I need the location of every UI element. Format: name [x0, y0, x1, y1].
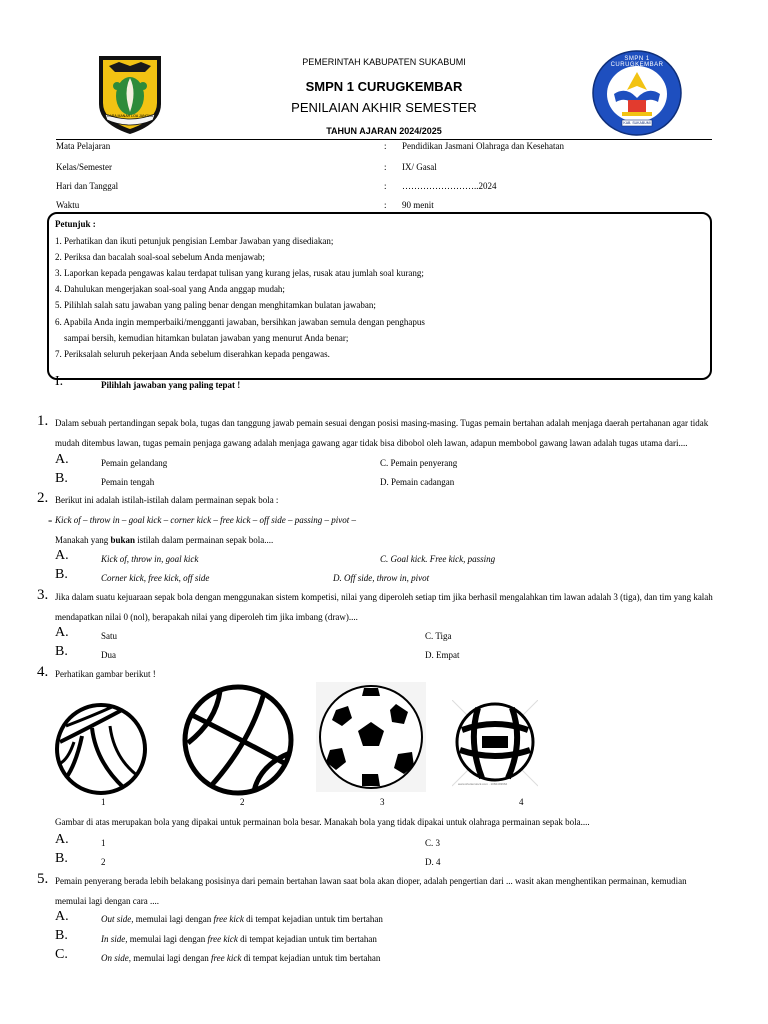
info-label: Mata Pelajaran	[56, 141, 111, 151]
option-b[interactable]: Corner kick, free kick, off side	[101, 573, 210, 583]
term: free kick	[207, 934, 238, 944]
soccer-ball-image	[316, 682, 426, 792]
option-letter: A.	[55, 548, 69, 563]
option-letter: A.	[55, 625, 69, 640]
term: Out side,	[101, 914, 134, 924]
term: On side,	[101, 953, 131, 963]
image-label: 1	[101, 797, 106, 807]
image-label: 4	[519, 797, 524, 807]
sepak-takraw-ball-image	[452, 700, 538, 792]
info-value: Pendidikan Jasmani Olahraga dan Kesehatan	[402, 141, 564, 151]
option-b[interactable]	[101, 934, 377, 944]
option-a[interactable]	[101, 914, 383, 924]
volleyball-image	[52, 702, 150, 796]
option-a[interactable]: Satu	[101, 631, 118, 641]
term: In side,	[101, 934, 128, 944]
text: di tempat kejadian untuk tim bertahan	[243, 914, 383, 924]
instructions-title: Petunjuk :	[55, 219, 96, 229]
info-value: IX/ Gasal	[402, 162, 437, 172]
info-time	[56, 200, 716, 212]
question-text: mendapatkan nilai 0 (nol), berapakah nilai yang diperoleh tim jika imbang (draw)....	[55, 612, 358, 622]
option-letter: A.	[55, 832, 69, 847]
text: memulai lagi dengan	[131, 953, 211, 963]
question-number: 2.	[37, 490, 49, 506]
question-number: 5.	[37, 871, 49, 887]
option-letter: B.	[55, 851, 68, 866]
info-value: 90 menit	[402, 200, 434, 210]
ask-emphasis: bukan	[110, 535, 136, 545]
instruction-item: 3. Laporkan kepada pengawas kalau terdapat tulisan yang kurang jelas, rusak atau jumlah soal kurang;	[55, 268, 424, 278]
option-b[interactable]: Dua	[101, 650, 116, 660]
info-class	[56, 162, 716, 174]
info-subject	[56, 141, 716, 153]
instruction-item: 2. Periksa dan bacalah soal-soal sebelum Anda menjawab;	[55, 252, 265, 262]
basketball-image	[180, 683, 296, 797]
right-logo	[592, 50, 682, 136]
option-b[interactable]: Pemain tengah	[101, 477, 155, 487]
instruction-item: sampai bersih, kemudian hitamkan bulatan jawaban yang menurut Anda benar;	[64, 333, 349, 343]
question-text: Dalam sebuah pertandingan sepak bola, tugas dan tanggung jawab pemain sesuai dengan posisi masing-masing. Tugas pemain bertahan adalah menjaga daerah pertahanan agar tidak	[55, 418, 709, 428]
ask-suffix: istilah dalam permainan sepak bola....	[135, 535, 274, 545]
text: di tempat kejadian untuk tim bertahan	[237, 934, 377, 944]
option-letter: C.	[55, 947, 68, 962]
info-label: Kelas/Semester	[56, 162, 112, 172]
option-letter: A.	[55, 909, 69, 924]
instruction-item: 4. Dahulukan mengerjakan soal-soal yang Anda anggap mudah;	[55, 284, 285, 294]
image-label: 2	[240, 797, 245, 807]
question-text: memulai lagi dengan cara ....	[55, 896, 159, 906]
option-a[interactable]: Pemain gelandang	[101, 458, 168, 468]
info-sep: :	[384, 141, 387, 151]
option-letter: B.	[55, 471, 68, 486]
question-number: 3.	[37, 587, 49, 603]
info-sep: :	[384, 200, 387, 210]
question-text: mudah ditembus lawan, tugas pemain penjaga gawang adalah menjaga gawang agar tidak bisa dibobol oleh lawan, adapun membobol gawang lawan adalah tugas utama dari....	[55, 438, 688, 448]
instruction-item: 7. Periksalah seluruh pekerjaan Anda sebelum diserahkan kepada pengawas.	[55, 349, 330, 359]
question-number: 4.	[37, 664, 49, 680]
info-label: Waktu	[56, 200, 80, 210]
text: memulai lagi dengan	[127, 934, 208, 944]
option-letter: B.	[55, 644, 68, 659]
option-a[interactable]: 1	[101, 838, 106, 848]
option-b[interactable]: 2	[101, 857, 106, 867]
image-watermark: www.shutterstock.com · 1082493962	[458, 782, 508, 786]
question-text: Jika dalam suatu kejuaraan sepak bola dengan menggunakan sistem kompetisi, nilai yang diperoleh setiap tim jika berhasil mengalahkan tim lawan adalah 3 (tiga), dan tim yang kalah	[55, 592, 713, 602]
option-c[interactable]: C. 3	[425, 838, 441, 848]
question-number: 1.	[37, 413, 49, 429]
header-exam: PENILAIAN AKHIR SEMESTER	[291, 100, 477, 115]
question-text: Gambar di atas merupakan bola yang dipakai untuk permainan bola besar. Manakah bola yang tidak dipakai untuk olahraga permainan sepak bola....	[55, 817, 590, 827]
info-date	[56, 181, 716, 193]
option-c[interactable]: C. Goal kick. Free kick, passing	[380, 554, 496, 564]
left-logo-motto: CARA MANAH LOA JANGKA	[107, 114, 153, 118]
option-letter: B.	[55, 567, 68, 582]
info-sep: :	[384, 162, 387, 172]
option-letter: A.	[55, 452, 69, 467]
image-label: 3	[380, 797, 385, 807]
left-logo	[95, 52, 165, 136]
ask-prefix: Manakah yang	[55, 535, 111, 545]
option-c[interactable]: C. Pemain penyerang	[380, 458, 458, 468]
instruction-item: 1. Perhatikan dan ikuti petunjuk pengisian Lembar Jawaban yang disediakan;	[55, 236, 334, 246]
info-sep: :	[384, 181, 387, 191]
option-d[interactable]: D. 4	[425, 857, 441, 867]
option-letter: B.	[55, 928, 68, 943]
option-d[interactable]: D. Empat	[425, 650, 460, 660]
section-number: I.	[55, 374, 64, 389]
option-c[interactable]: C. Tiga	[425, 631, 452, 641]
term: free kick	[213, 914, 244, 924]
option-c[interactable]	[101, 953, 380, 963]
instruction-item: 6. Apabila Anda ingin memperbaiki/mengganti jawaban, bersihkan jawaban semula dengan penghapus	[55, 317, 425, 327]
header-government: PEMERINTAH KABUPATEN SUKABUMI	[302, 57, 466, 67]
question-text: Berikut ini adalah istilah-istilah dalam permainan sepak bola :	[55, 495, 279, 505]
instruction-item: 5. Pilihlah salah satu jawaban yang paling benar dengan menghitamkan bulatan jawaban;	[55, 300, 376, 310]
header-year: TAHUN AJARAN 2024/2025	[326, 126, 442, 136]
question-text: Pemain penyerang berada lebih belakang posisinya dari pemain bertahan lawan saat bola akan dioper, adalah pengertian dari ... wasit akan menghentikan permainan, kemudian	[55, 876, 687, 886]
info-value: ……………………..2024	[402, 181, 497, 191]
question-terms: Kick of – throw in – goal kick – corner kick – free kick – off side – passing – pivot –	[55, 515, 357, 525]
text: memulai lagi dengan	[133, 914, 214, 924]
text: di tempat kejadian untuk tim bertahan	[241, 953, 381, 963]
info-label: Hari dan Tanggal	[56, 181, 119, 191]
term: free kick	[210, 953, 242, 963]
option-a[interactable]: Kick of, throw in, goal kick	[101, 554, 199, 564]
question-ask	[55, 535, 273, 545]
option-d[interactable]: D. Off side, throw in, pivot	[333, 573, 430, 583]
section-title: Pilihlah jawaban yang paling tepat !	[101, 380, 241, 390]
header-rule	[56, 139, 712, 140]
question-text: Perhatikan gambar berikut !	[55, 669, 156, 679]
term-dash: -	[48, 512, 53, 527]
option-d[interactable]: D. Pemain cadangan	[380, 477, 455, 487]
right-logo-name: SMPN 1 CURUGKEMBAR	[610, 56, 664, 68]
right-logo-region: KAB. SUKABUMI	[623, 121, 651, 125]
header-school: SMPN 1 CURUGKEMBAR	[305, 79, 463, 94]
